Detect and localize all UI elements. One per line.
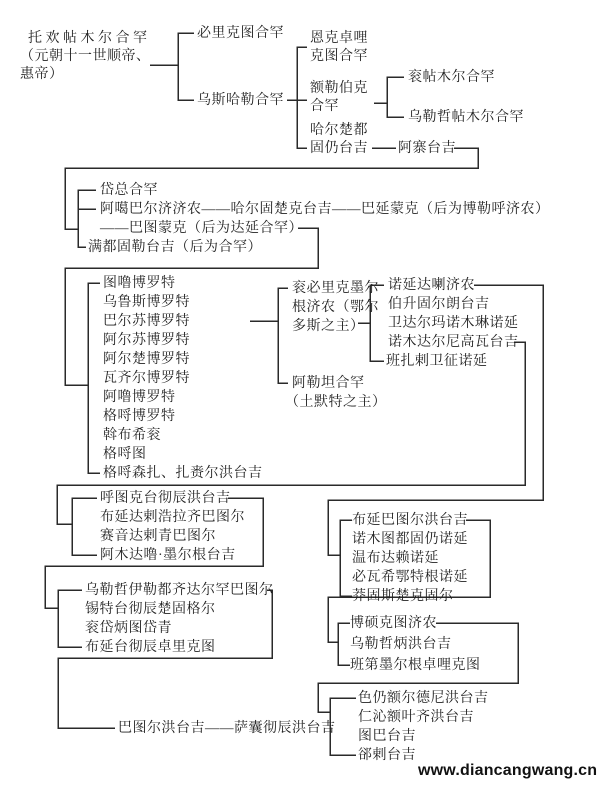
node-ajai: 阿寨台吉 <box>398 141 456 156</box>
node-biligtu: 必里克图合罕 <box>197 26 284 41</box>
node-uskhal: 乌斯哈勒合罕 <box>197 93 284 108</box>
node-agbarjin-chain: 阿噶巴尔济济农——哈尔固楚克台吉——巴延蒙克（后为博勒呼济农） <box>100 202 550 217</box>
node-guntemur: 衮帖木尔合罕 <box>408 70 495 85</box>
node-nomdarni: 诺木达尔尼高瓦台吉 <box>388 335 519 350</box>
node-arsu-bolod: 阿尔苏博罗特 <box>103 333 190 348</box>
edge-uskhal-children <box>287 47 307 148</box>
node-enke-line2: 克图合罕 <box>310 49 368 64</box>
node-nomtu: 诺木图都固仍诺延 <box>352 532 468 547</box>
node-sereng: 色仍额尔德尼洪台吉 <box>358 691 489 706</box>
node-toghon-line1: 托欢帖木尔合罕 <box>28 31 151 46</box>
node-altan-line1: 阿勒坦合罕 <box>292 376 365 391</box>
node-shitetai: 锡特台彻辰楚固格尔 <box>85 602 216 617</box>
node-batumongke-chain: ——巴图蒙克（后为达延合罕） <box>100 221 303 236</box>
node-altan-line2: （土默特之主） <box>285 395 387 410</box>
node-batur-sanang: 巴图尔洪台吉——萨囊彻辰洪台吉 <box>118 721 336 736</box>
node-gundai: 衮岱炳图岱青 <box>85 621 172 636</box>
node-obushi: 斡布希衮 <box>103 428 161 443</box>
node-gunbilig-line2: 根济农（鄂尔 <box>292 300 379 315</box>
node-manggus: 莽固斯楚克固尔 <box>352 589 454 604</box>
node-biwashi: 必瓦希鄂特根诺延 <box>352 570 468 585</box>
edge-toghon-children <box>150 33 194 100</box>
node-toghon-line2: （元朝十一世顺帝、 <box>20 49 151 64</box>
edge-barsu-children <box>250 288 288 383</box>
node-ulus-bolod: 乌鲁斯博罗特 <box>103 295 190 310</box>
node-wenbu: 温布达赖诺延 <box>352 551 439 566</box>
node-gunbilig-line1: 衮必里克墨尔 <box>292 281 379 296</box>
node-tuba: 图巴台吉 <box>358 729 416 744</box>
node-barsu-bolod: 巴尔苏博罗特 <box>103 314 190 329</box>
node-kharchudu-line1: 哈尔楚都 <box>310 123 368 138</box>
node-taisong: 岱总合罕 <box>100 183 158 198</box>
node-elbek-line1: 额勒伯克 <box>310 81 368 96</box>
node-saindara: 赛音达剌青巴图尔 <box>100 529 216 544</box>
node-wachir-bolod: 瓦齐尔博罗特 <box>103 371 190 386</box>
node-boshoktu: 博硕克图济农 <box>350 616 437 631</box>
node-tolui-bolod: 图噜博罗特 <box>103 276 176 291</box>
node-gere-bolod: 格哷博罗特 <box>103 409 176 424</box>
node-noyandara: 诺延达喇济农 <box>388 278 475 293</box>
node-uljeibing: 乌勒哲炳洪台吉 <box>350 637 452 652</box>
node-buyandara: 布延达剌浩拉齐巴图尔 <box>100 510 245 525</box>
node-xila: 郤剌台吉 <box>358 748 416 763</box>
node-geretu: 格哷图 <box>103 447 147 462</box>
node-kharchudu-line2: 固仍台吉 <box>310 141 368 156</box>
node-oidarma: 卫达尔玛诺木琳诺延 <box>388 316 519 331</box>
node-gunbilig-line3: 多斯之主） <box>292 319 365 334</box>
node-khutugtai: 呼图克台彻辰洪台吉 <box>100 491 231 506</box>
node-baisanghur: 伯升固尔朗台吉 <box>388 297 490 312</box>
watermark-url: www.diancangwang.cn <box>418 762 598 779</box>
node-manduul: 满都固勒台吉（后为合罕） <box>88 240 262 255</box>
node-rinchin: 仁沁额叶齐洪台吉 <box>358 710 474 725</box>
node-archu-bolod: 阿尔楚博罗特 <box>103 352 190 367</box>
node-banjara: 班扎剌卫征诺延 <box>386 354 488 369</box>
node-buyantai: 布延台彻辰卓里克图 <box>85 640 216 655</box>
node-toghon-line3: 惠帝） <box>20 67 64 82</box>
node-enke-line1: 恩克卓哩 <box>310 31 368 46</box>
node-alu-bolod: 阿噜博罗特 <box>103 390 176 405</box>
node-uljei-ilduchi: 乌勒哲伊勒都齐达尔罕巴图尔 <box>85 583 274 598</box>
edge-elbek-children <box>374 77 404 117</box>
node-elbek-line2: 合罕 <box>310 99 339 114</box>
node-bandi: 班第墨尔根卓哩克图 <box>350 658 481 673</box>
node-oljeitemur: 乌勒哲帖木尔合罕 <box>408 110 524 125</box>
node-amudalu: 阿木达噜·墨尔根台吉 <box>100 548 236 563</box>
node-buyanbatur: 布延巴图尔洪台吉 <box>352 513 468 528</box>
node-geresenje: 格哷森扎、扎赉尔洪台吉 <box>103 466 263 481</box>
